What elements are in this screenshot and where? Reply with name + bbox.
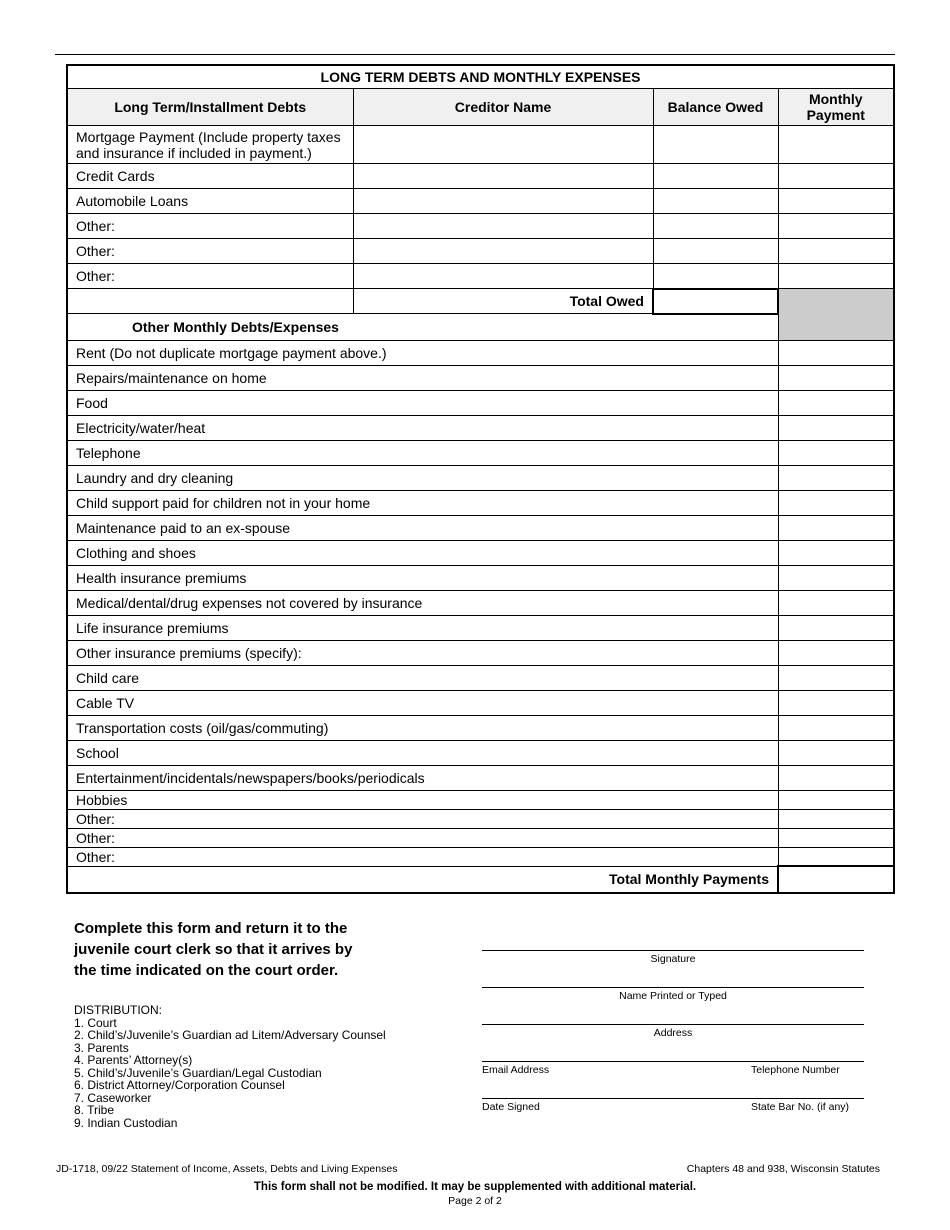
monthly-payment-field[interactable] — [778, 465, 894, 490]
expense-row — [67, 790, 894, 809]
expense-label: Other: — [67, 847, 778, 866]
date-bar-line[interactable] — [482, 1098, 864, 1113]
expense-row — [67, 465, 894, 490]
distribution-item: 9. Indian Custodian — [74, 1115, 178, 1130]
address-label: Address — [653, 1027, 693, 1039]
expense-row — [67, 715, 894, 740]
name-label: Name Printed or Typed — [619, 990, 727, 1002]
creditor-name-field[interactable] — [353, 189, 653, 214]
creditor-name-field[interactable] — [353, 239, 653, 264]
header-balance: Balance Owed — [653, 89, 778, 126]
debt-label: Other: — [67, 264, 353, 289]
expense-label: Other: — [67, 809, 778, 828]
monthly-payment-field[interactable] — [778, 828, 894, 847]
name-line[interactable] — [482, 987, 864, 1002]
expense-label: Child care — [67, 665, 778, 690]
expense-row — [67, 665, 894, 690]
creditor-name-field[interactable] — [353, 164, 653, 189]
distribution-item: 8. Tribe — [74, 1103, 115, 1117]
email-label: Email Address — [482, 1064, 550, 1076]
expense-row — [67, 690, 894, 715]
modification-notice: This form shall not be modified. It may be supplemented with additional material. — [253, 1181, 697, 1193]
distribution-item: 6. District Attorney/Corporation Counsel — [74, 1078, 285, 1092]
distribution-item: 2. Child’s/Juvenile’s Guardian ad Litem/Adversary Counsel — [74, 1028, 386, 1042]
header-creditor: Creditor Name — [353, 89, 653, 126]
expense-label: Maintenance paid to an ex-spouse — [67, 515, 778, 540]
statutes: Chapters 48 and 938, Wisconsin Statutes — [686, 1163, 880, 1175]
expense-label: Rent (Do not duplicate mortgage payment above.) — [67, 340, 778, 365]
expense-label: Electricity/water/heat — [67, 415, 778, 440]
bar-number-label: State Bar No. (if any) — [751, 1101, 850, 1113]
form-id: JD-1718, 09/22 Statement of Income, Assets, Debts and Living Expenses — [56, 1163, 398, 1175]
monthly-payment-field[interactable] — [778, 765, 894, 790]
expense-label: Health insurance premiums — [67, 565, 778, 590]
address-line[interactable] — [482, 1024, 864, 1039]
expense-row — [67, 390, 894, 415]
expense-row — [67, 765, 894, 790]
monthly-payment-field[interactable] — [778, 490, 894, 515]
debt-label: Credit Cards — [67, 164, 353, 189]
monthly-payment-field[interactable] — [778, 164, 894, 189]
expense-row — [67, 415, 894, 440]
expense-label: Other insurance premiums (specify): — [67, 640, 778, 665]
balance-owed-field[interactable] — [653, 126, 778, 164]
total-owed-label: Total Owed — [353, 289, 653, 314]
expense-row — [67, 640, 894, 665]
monthly-payment-field[interactable] — [778, 540, 894, 565]
creditor-name-field[interactable] — [353, 126, 653, 164]
total-monthly-field[interactable] — [778, 866, 894, 893]
balance-owed-field[interactable] — [653, 189, 778, 214]
debt-row — [67, 214, 894, 239]
debt-row — [67, 239, 894, 264]
expense-label: Repairs/maintenance on home — [67, 365, 778, 390]
monthly-payment-field[interactable] — [778, 365, 894, 390]
monthly-payment-field[interactable] — [778, 665, 894, 690]
debt-label: Automobile Loans — [67, 189, 353, 214]
debt-row — [67, 189, 894, 214]
distribution-item: 1. Court — [74, 1015, 117, 1030]
expense-label: Medical/dental/drug expenses not covered by insurance — [67, 590, 778, 615]
monthly-payment-field[interactable] — [778, 640, 894, 665]
monthly-payment-field[interactable] — [778, 790, 894, 809]
expense-label: Life insurance premiums — [67, 615, 778, 640]
total-monthly-row — [67, 866, 894, 893]
total-owed-row — [67, 289, 894, 314]
expense-label: Child support paid for children not in your home — [67, 490, 778, 515]
monthly-payment-field[interactable] — [778, 390, 894, 415]
expense-row — [67, 847, 894, 866]
expense-label: Entertainment/incidentals/newspapers/books/periodicals — [67, 765, 778, 790]
balance-owed-field[interactable] — [653, 214, 778, 239]
expense-row — [67, 740, 894, 765]
monthly-payment-field[interactable] — [778, 189, 894, 214]
shaded-cell — [778, 289, 894, 341]
debt-row — [67, 164, 894, 189]
monthly-payment-field[interactable] — [778, 590, 894, 615]
balance-owed-field[interactable] — [653, 239, 778, 264]
total-owed-field[interactable] — [653, 289, 778, 314]
expense-row — [67, 340, 894, 365]
monthly-payment-field[interactable] — [778, 515, 894, 540]
debt-label: Other: — [67, 214, 353, 239]
expense-row — [67, 615, 894, 640]
distribution-item: 5. Child’s/Juvenile’s Guardian/Legal Custodian — [74, 1065, 322, 1080]
monthly-payment-field[interactable] — [778, 214, 894, 239]
expense-label: School — [67, 740, 778, 765]
expense-label: Food — [67, 390, 778, 415]
other-expenses-header-row — [67, 314, 894, 341]
debt-row — [67, 264, 894, 289]
top-rule — [55, 54, 895, 55]
monthly-payment-field[interactable] — [778, 847, 894, 866]
signature-label: Signature — [650, 953, 696, 965]
expense-row — [67, 809, 894, 828]
debt-label: Other: — [67, 239, 353, 264]
monthly-payment-field[interactable] — [778, 690, 894, 715]
expense-label: Hobbies — [67, 790, 778, 809]
monthly-payment-field[interactable] — [778, 264, 894, 289]
distribution-item: 7. Caseworker — [74, 1090, 152, 1105]
expense-label: Cable TV — [67, 690, 778, 715]
table-title: LONG TERM DEBTS AND MONTHLY EXPENSES — [67, 65, 894, 89]
expense-label: Other: — [67, 828, 778, 847]
monthly-payment-field[interactable] — [778, 440, 894, 465]
distribution-list — [74, 1004, 386, 1129]
header-monthly: Monthly Payment — [778, 89, 894, 126]
expense-label: Transportation costs (oil/gas/commuting) — [67, 715, 778, 740]
other-expenses-header: Other Monthly Debts/Expenses — [67, 314, 778, 341]
expense-row — [67, 440, 894, 465]
expense-row — [67, 565, 894, 590]
debt-row — [67, 126, 894, 164]
distribution-item: 4. Parents’ Attorney(s) — [74, 1053, 193, 1067]
monthly-payment-field[interactable] — [778, 809, 894, 828]
distribution-heading: DISTRIBUTION: — [74, 1003, 163, 1017]
balance-owed-field[interactable] — [653, 164, 778, 189]
expense-row — [67, 515, 894, 540]
expense-label: Laundry and dry cleaning — [67, 465, 778, 490]
monthly-payment-field[interactable] — [778, 239, 894, 264]
distribution-item: 3. Parents — [74, 1040, 129, 1055]
expense-row — [67, 590, 894, 615]
monthly-payment-field[interactable] — [778, 740, 894, 765]
blank-cell — [67, 289, 353, 314]
monthly-payment-field[interactable] — [778, 340, 894, 365]
email-phone-line[interactable] — [482, 1061, 864, 1076]
debts-expenses-table — [66, 64, 895, 894]
monthly-payment-field[interactable] — [778, 565, 894, 590]
balance-owed-field[interactable] — [653, 264, 778, 289]
expense-row — [67, 365, 894, 390]
monthly-payment-field[interactable] — [778, 126, 894, 164]
expense-label: Telephone — [67, 440, 778, 465]
date-signed-label: Date Signed — [482, 1101, 540, 1113]
expense-row — [67, 490, 894, 515]
creditor-name-field[interactable] — [353, 264, 653, 289]
debt-label: Mortgage Payment (Include property taxes and insurance if included in payment.) — [67, 126, 353, 164]
monthly-payment-field[interactable] — [778, 715, 894, 740]
instructions-text: Complete this form and return it to the juvenile court clerk so that it arrives by the time indicated on the court order. — [74, 920, 353, 979]
header-debts: Long Term/Installment Debts — [67, 89, 353, 126]
telephone-label: Telephone Number — [751, 1064, 840, 1076]
total-monthly-label: Total Monthly Payments — [67, 866, 778, 893]
creditor-name-field[interactable] — [353, 214, 653, 239]
page-number: Page 2 of 2 — [448, 1195, 502, 1207]
expense-row — [67, 828, 894, 847]
expense-row — [67, 540, 894, 565]
monthly-payment-field[interactable] — [778, 415, 894, 440]
monthly-payment-field[interactable] — [778, 615, 894, 640]
signature-line[interactable] — [482, 950, 864, 965]
expense-label: Clothing and shoes — [67, 540, 778, 565]
